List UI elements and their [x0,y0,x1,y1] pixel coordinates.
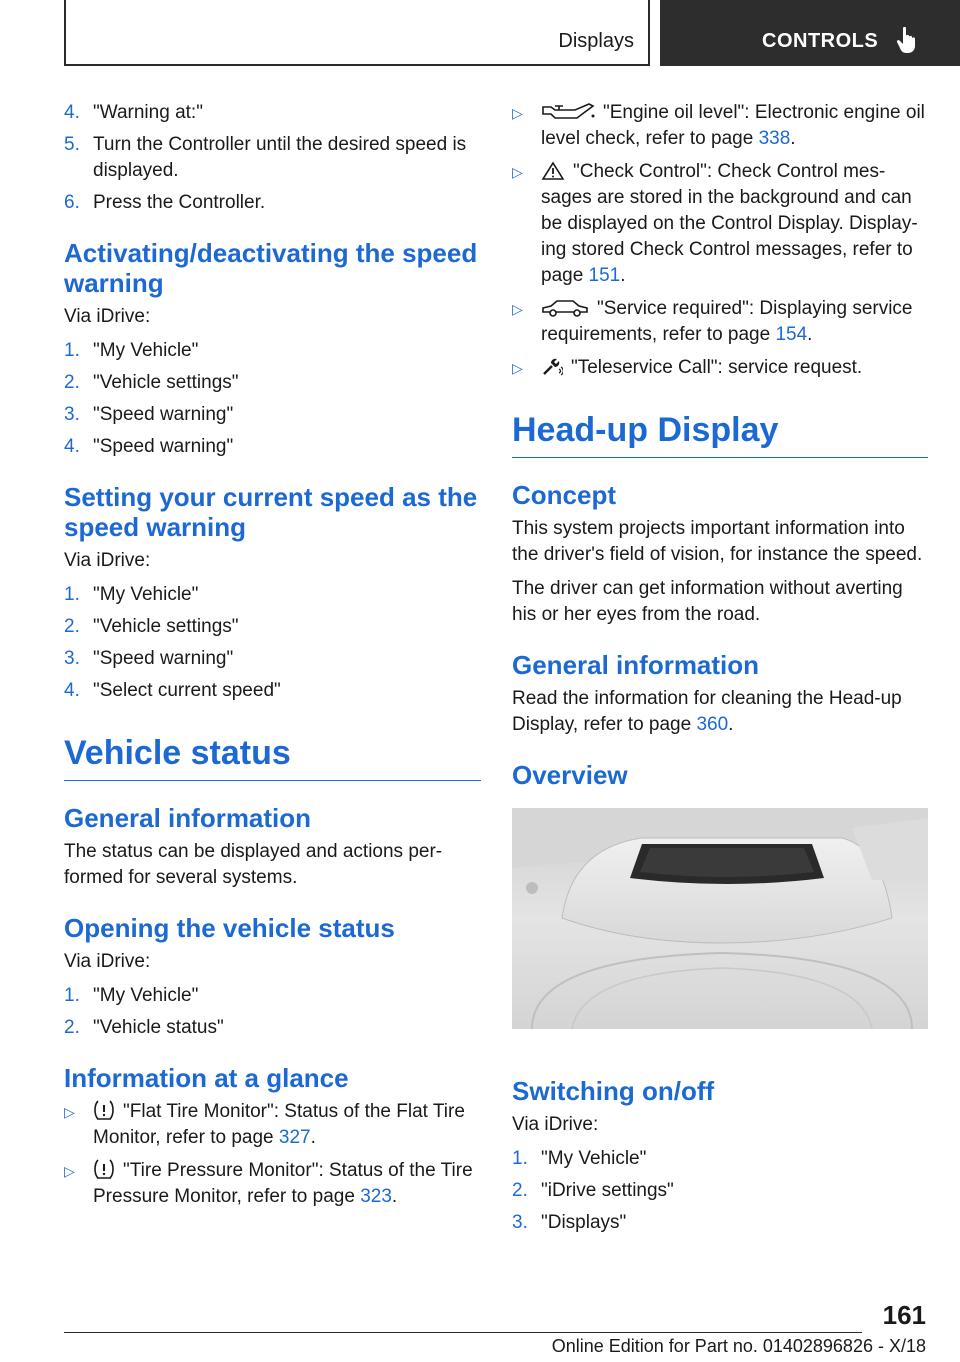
list-item: ▷ "Tire Pressure Monitor": Status of the Tire Pressure Monitor, refer to page 323. [64,1158,481,1210]
bullet-triangle-icon: ▷ [512,105,523,121]
bullet-triangle-icon: ▷ [64,1163,75,1179]
page-link[interactable]: 323 [360,1186,392,1207]
list-item: 1. "My Vehicle" [64,985,199,1006]
list-item: 3. "Speed warning" [64,404,234,425]
hud-general-heading: General information [512,650,760,680]
concept-text-1: This system projects important information into the driver's field of vision, for instance the speed. [512,518,923,565]
bullet-triangle-icon: ▷ [512,301,523,317]
switching-intro: Via iDrive: [512,1114,599,1135]
list-item: 6. Press the Controller. [64,192,266,213]
list-item: ▷ "Service required": Displaying service requirements, refer to page 154. [512,296,928,348]
list-item: ▷ "Teleservice Call": service request. [512,355,928,381]
list-item: 3. "Displays" [512,1212,627,1233]
bullet-triangle-icon: ▷ [512,164,523,180]
right-column [512,100,928,1242]
left-column [64,100,481,1217]
setting-heading: Setting your current speed as the speed warning [64,482,478,542]
list-item: 1. "My Vehicle" [512,1148,647,1169]
general-info-text: The status can be displayed and actions performed for several systems. [64,841,443,888]
pointing-hand-icon [896,26,920,54]
page-link[interactable]: 154 [775,324,808,345]
list-item: 2. "Vehicle status" [64,1017,224,1038]
bullet-triangle-icon: ▷ [512,360,523,376]
overview-heading: Overview [512,760,628,790]
oil-can-icon [541,102,595,122]
list-item: ▷ "Check Control": Check Control messages are stored in the background and can be displayed on the Control Display. Displaying stored Check Control messages, refer to page 151. [512,159,928,289]
page-link[interactable]: 327 [278,1127,311,1148]
concept-text-2: The driver can get information without averting his or her eyes from the road. [512,578,903,625]
page-number: 161 [882,1300,926,1330]
page-link[interactable]: 360 [696,714,729,735]
chapter-tab [660,0,960,66]
general-info-heading: General information [64,803,312,833]
setting-intro: Via iDrive: [64,550,151,571]
list-item: 3. "Speed warning" [64,648,234,669]
list-item: ▷ "Flat Tire Monitor": Status of the Flat Tire Monitor, refer to page 327. [64,1099,481,1151]
wrench-icon [541,357,563,377]
list-item: 2. "Vehicle settings" [64,616,239,637]
list-item: ▷ "Engine oil level": Electronic engine oil level check, refer to page 338. [512,100,928,152]
glance-heading: Information at a glance [64,1063,349,1093]
chapter-title: CONTROLS [762,30,879,52]
list-item: 2. "Vehicle settings" [64,372,239,393]
list-item: 5. Turn the Controller until the desired speed is displayed. [64,134,467,181]
list-item: 4. "Select current speed" [64,680,281,701]
edition-text: Online Edition for Part no. 01402896826 - X/18 [551,1336,926,1356]
switching-heading: Switching on/off [512,1076,715,1106]
section-title: Displays [558,30,634,52]
page-link[interactable]: 338 [758,128,791,149]
opening-heading: Opening the vehicle status [64,913,395,943]
vehicle-status-heading: Vehicle status [64,734,481,781]
hud-photo [512,808,928,1029]
tire-warning-icon [93,1099,115,1121]
tire-warning-icon [93,1158,115,1180]
list-item: 1. "My Vehicle" [64,584,199,605]
list-item: 2. "iDrive settings" [512,1180,674,1201]
activating-heading: Activating/deactivating the speed warning [64,238,478,298]
warning-triangle-icon [541,161,565,181]
footer-divider [64,1332,862,1333]
header-section-box [64,0,650,66]
bullet-triangle-icon: ▷ [64,1104,75,1120]
page-link[interactable]: 151 [588,265,621,286]
hud-heading: Head-up Display [512,411,928,458]
opening-intro: Via iDrive: [64,951,151,972]
list-item: 4. "Speed warning" [64,436,234,457]
service-car-icon [541,298,589,318]
activating-intro: Via iDrive: [64,306,151,327]
concept-heading: Concept [512,480,616,510]
list-item: 1. "My Vehicle" [64,340,199,361]
list-item: 4. "Warning at:" [64,102,203,123]
hud-general-text: Read the information for cleaning the Head-up Display, refer to page 360. [512,688,902,735]
